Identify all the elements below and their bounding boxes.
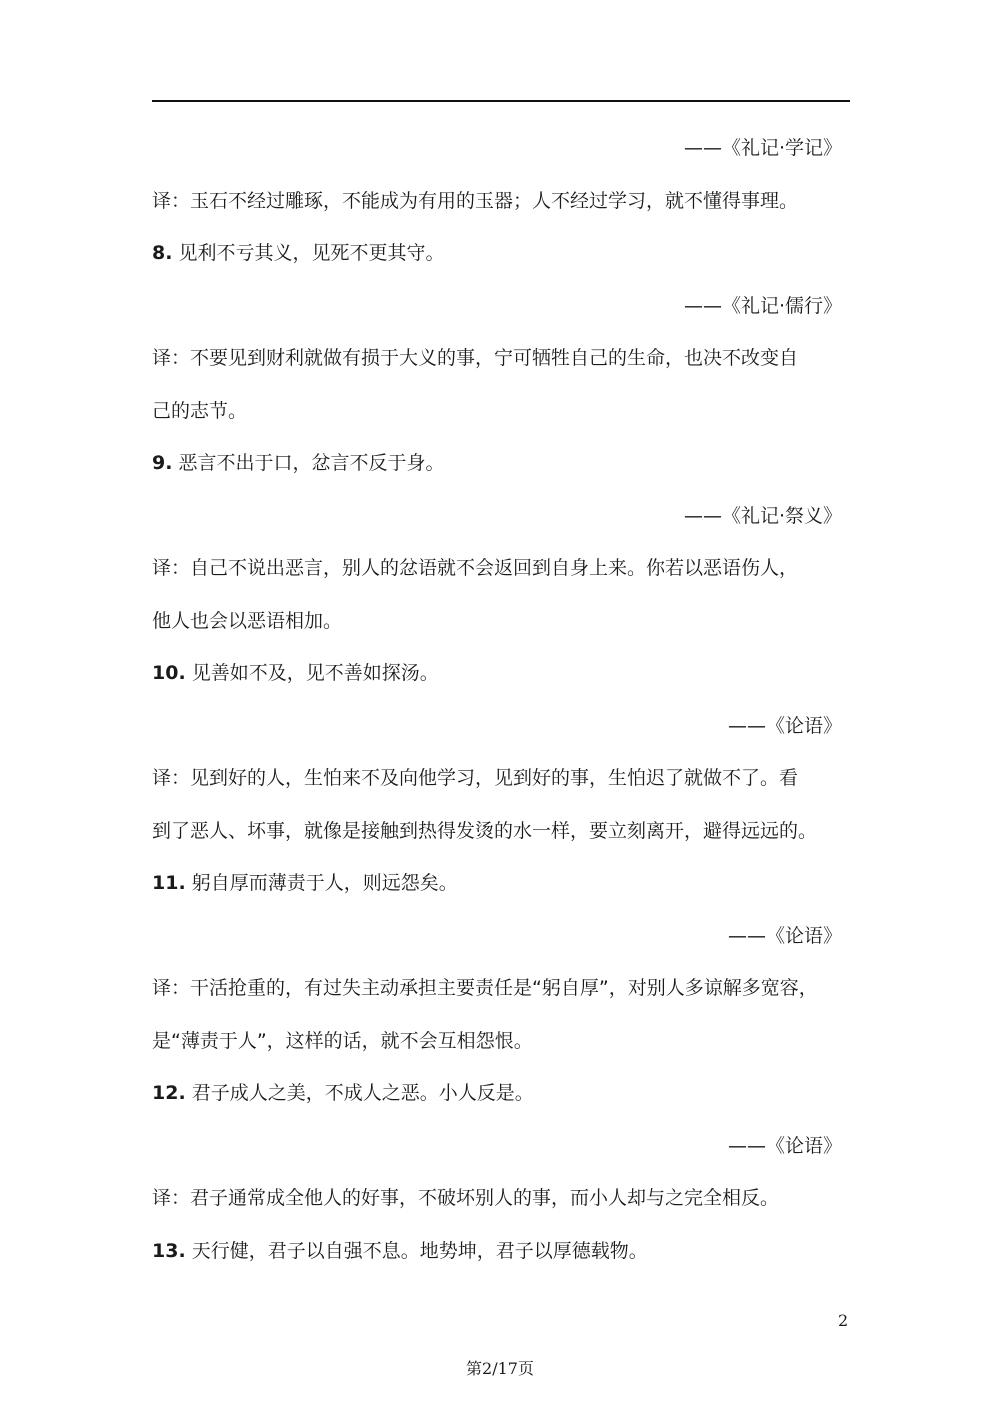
quote-text: 躬自厚而薄责于人，则远怨矣。: [185, 872, 458, 894]
quote-number: 9.: [152, 452, 173, 474]
translation-line: 译：不要见到财利就做有损于大义的事，宁可牺牲自己的生命，也决不改变自: [152, 347, 799, 369]
quote-number: 11.: [152, 872, 186, 894]
quote-text: 君子成人之美，不成人之恶。小人反是。: [185, 1082, 534, 1104]
source-citation: ——《论语》: [727, 1135, 842, 1157]
quote-text: 见利不亏其义，见死不更其守。: [172, 242, 445, 264]
quote-number: 10.: [152, 662, 186, 684]
quote-item: [152, 240, 850, 266]
source-citation: ——《礼记·儒行》: [683, 295, 842, 317]
translation-line: 译：干活抢重的，有过失主动承担主要责任是“躬自厚”，对别人多谅解多宽容，: [152, 977, 818, 999]
page-footer: 第2/17页: [466, 1359, 534, 1378]
page-number: 2: [838, 1311, 849, 1330]
quote-number: 13.: [152, 1240, 186, 1262]
source-citation: ——《论语》: [727, 715, 842, 737]
quote-item: [152, 450, 850, 476]
quote-number: 8.: [152, 242, 173, 264]
source-citation: ——《礼记·学记》: [683, 137, 842, 159]
quote-text: 恶言不出于口，忿言不反于身。: [172, 452, 445, 474]
translation-line: 到了恶人、坏事，就像是接触到热得发烫的水一样，要立刻离开，避得远远的。: [152, 820, 818, 842]
translation-line: 译：君子通常成全他人的好事，不破坏别人的事，而小人却与之完全相反。: [152, 1187, 780, 1209]
source-citation: ——《礼记·祭义》: [683, 505, 842, 527]
quote-number: 12.: [152, 1082, 186, 1104]
quote-text: 见善如不及，见不善如探汤。: [185, 662, 439, 684]
quote-item: [152, 660, 850, 686]
source-citation: ——《论语》: [727, 925, 842, 947]
translation-line: 译：自己不说出恶言，别人的忿语就不会返回到自身上来。你若以恶语伤人，: [152, 557, 799, 579]
translation-line: 是“薄责于人”，这样的话，就不会互相怨恨。: [152, 1030, 533, 1052]
header-rule: [152, 100, 850, 102]
quote-item: [152, 870, 850, 896]
quote-item: [152, 1238, 850, 1264]
translation-line: 译：玉石不经过雕琢，不能成为有用的玉器；人不经过学习，就不懂得事理。: [152, 190, 799, 212]
quote-text: 天行健，君子以自强不息。地势坤，君子以厚德载物。: [185, 1240, 648, 1262]
translation-line: 己的志节。: [152, 400, 248, 422]
translation-line: 译：见到好的人，生怕来不及向他学习，见到好的事，生怕迟了就做不了。看: [152, 767, 799, 789]
quote-item: [152, 1080, 850, 1106]
translation-line: 他人也会以恶语相加。: [152, 610, 343, 632]
